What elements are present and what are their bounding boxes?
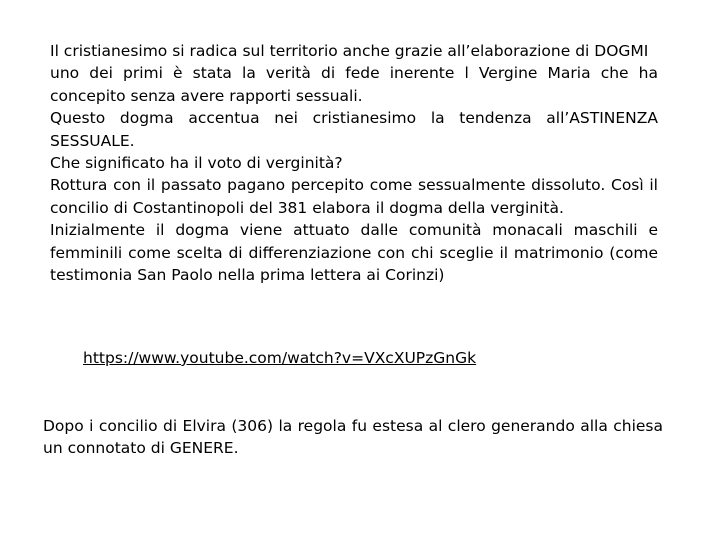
- paragraph-question: Che significato ha il voto di verginità?: [50, 154, 343, 173]
- paragraph-elvira: Dopo i concilio di Elvira (306) la regola fu estesa al clero generando alla chiesa un connotato di GENERE.: [43, 417, 663, 458]
- paragraph-vergine-maria: uno dei primi è stata la verità di fede inerente l Vergine Maria che ha concepito senza avere rapporti sessuali.: [50, 64, 658, 105]
- paragraph-dogmi: Il cristianesimo si radica sul territorio anche grazie all’elaborazione di DOGMI: [50, 42, 649, 60]
- youtube-link[interactable]: https://www.youtube.com/watch?v=VXcXUPzGnGk: [83, 349, 477, 367]
- paragraph-comunita: Inizialmente il dogma viene attuato dalle comunità monacali maschili e femminili come scelta di differenziazione con chi sceglie il matrimonio (come testimonia San Paolo nella prima lettera ai Corinzi): [50, 221, 658, 285]
- footer-text-block: [43, 415, 663, 460]
- paragraph-rottura: Rottura con il passato pagano percepito come sessualmente dissoluto. Così il concilio di Costantinopoli del 381 elabora il dogma della verginità.: [50, 176, 658, 217]
- main-text-block: [50, 40, 658, 286]
- paragraph-astinenza: Questo dogma accentua nei cristianesimo la tendenza all’ASTINENZA SESSUALE.: [50, 109, 658, 150]
